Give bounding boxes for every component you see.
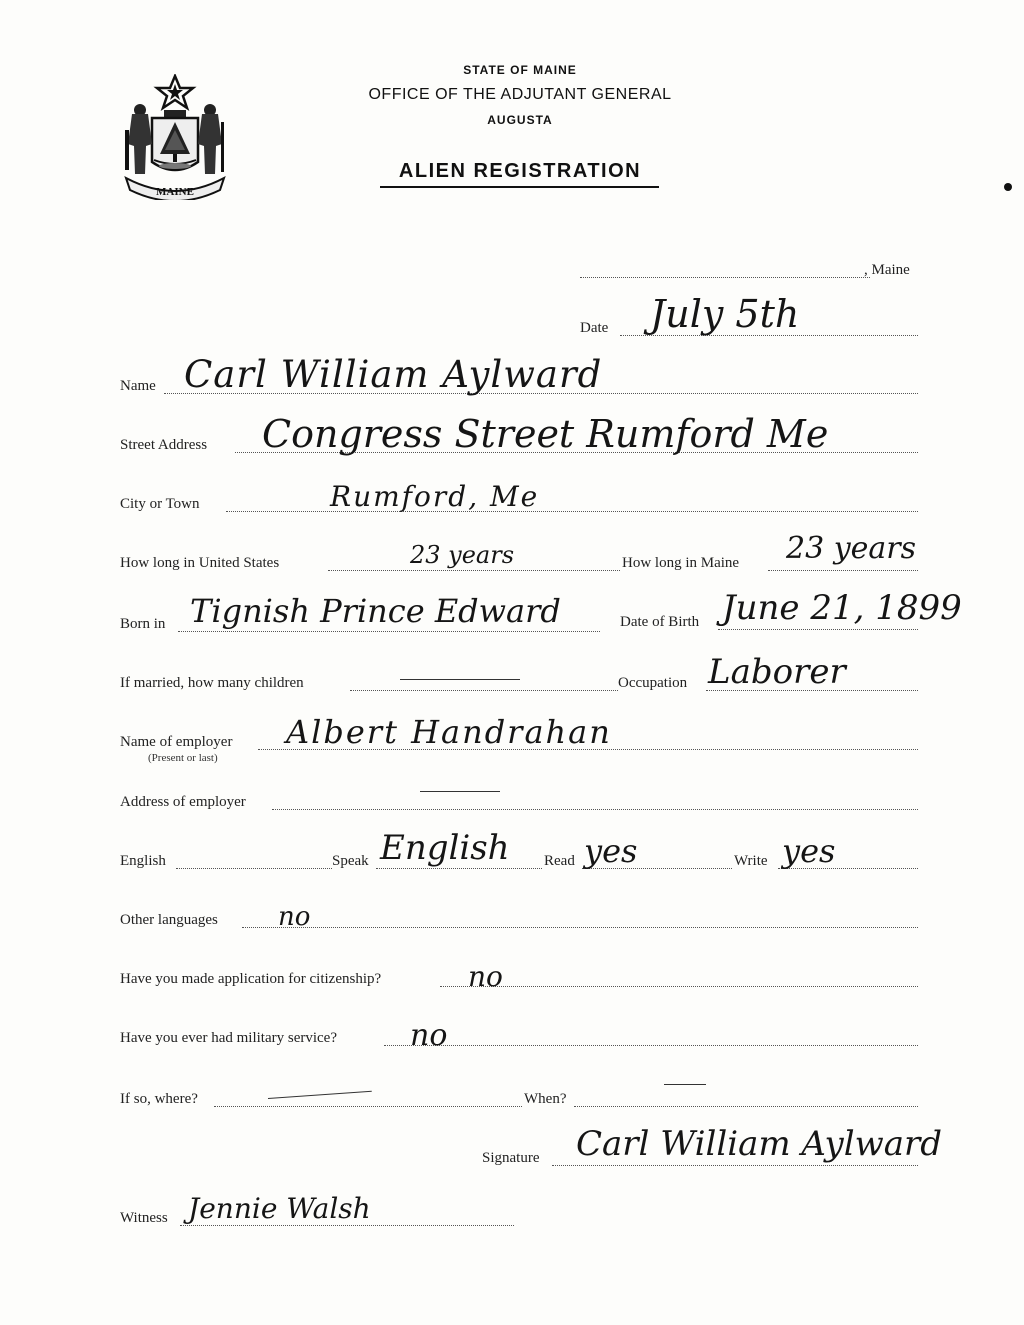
military-service-label: Have you ever had military service? <box>120 1030 337 1046</box>
witness-line <box>180 1225 514 1226</box>
signature-label: Signature <box>482 1150 540 1166</box>
signature-field[interactable]: Carl William Aylward <box>576 1124 943 1164</box>
service-where-label: If so, where? <box>120 1091 198 1107</box>
military-service-field[interactable]: no <box>410 1018 448 1053</box>
speak-line <box>376 868 542 869</box>
name-field[interactable]: Carl William Aylward <box>184 353 603 396</box>
birthplace-line <box>178 631 600 632</box>
date-of-birth-line <box>718 629 918 630</box>
ink-spot <box>1004 183 1012 191</box>
date-field[interactable]: July 5th <box>650 292 800 336</box>
other-languages-field[interactable]: no <box>278 902 311 932</box>
seal-motto: MAINE <box>156 186 194 198</box>
citizenship-line <box>440 986 918 987</box>
employer-address-label: Address of employer <box>120 794 246 810</box>
title-underline <box>380 186 659 188</box>
citizenship-field[interactable]: no <box>468 960 503 993</box>
street-address-label: Street Address <box>120 437 208 453</box>
read-field[interactable]: yes <box>584 832 638 870</box>
witness-label: Witness <box>120 1210 168 1226</box>
employer-address-line <box>272 809 918 810</box>
witness-field[interactable]: Jennie Walsh <box>188 1192 371 1225</box>
birthplace-field[interactable]: Tignish Prince Edward <box>190 592 561 630</box>
city-label: City or Town <box>120 496 200 512</box>
citizenship-label: Have you made application for citizenship? <box>120 971 382 987</box>
date-of-birth-field[interactable]: June 21, 1899 <box>722 588 962 628</box>
header-city: AUGUSTA <box>487 113 553 127</box>
header-office: OFFICE OF THE ADJUTANT GENERAL <box>368 86 672 103</box>
service-where-line <box>214 1106 522 1107</box>
name-label: Name <box>120 378 156 394</box>
write-label: Write <box>734 853 768 869</box>
other-languages-line <box>242 927 918 928</box>
city-field[interactable]: Rumford, Me <box>330 480 540 513</box>
page-title: ALIEN REGISTRATION <box>398 160 642 182</box>
military-service-line <box>384 1045 918 1046</box>
employer-name-sublabel: (Present or last) <box>148 752 218 764</box>
employer-name-label: Name of employer <box>120 734 233 750</box>
read-label: Read <box>544 853 575 869</box>
speak-label: Speak <box>332 853 369 869</box>
header-state: STATE OF MAINE <box>463 63 577 77</box>
english-label: English <box>120 853 166 869</box>
occupation-label: Occupation <box>618 675 688 691</box>
occupation-field[interactable]: Laborer <box>708 652 846 692</box>
employer-address-dash-mark <box>420 791 500 792</box>
us-duration-label: How long in United States <box>120 555 280 571</box>
service-when-label: When? <box>524 1091 567 1107</box>
maine-duration-label: How long in Maine <box>622 555 740 571</box>
english-line <box>176 868 332 869</box>
service-when-line <box>574 1106 918 1107</box>
service-when-dash-mark <box>664 1084 706 1085</box>
children-line <box>350 690 618 691</box>
employer-name-field[interactable]: Albert Handrahan <box>286 713 612 751</box>
signature-line <box>552 1165 918 1166</box>
place-line <box>580 277 870 278</box>
street-address-field[interactable]: Congress Street Rumford Me <box>262 412 829 456</box>
us-duration-line <box>328 570 620 571</box>
date-of-birth-label: Date of Birth <box>620 614 700 630</box>
children-label: If married, how many children <box>120 675 304 691</box>
date-label: Date <box>580 320 609 336</box>
place-suffix: , Maine <box>864 262 910 278</box>
other-languages-label: Other languages <box>120 912 218 928</box>
maine-duration-line <box>768 570 918 571</box>
birthplace-label: Born in <box>120 616 166 632</box>
maine-duration-field[interactable]: 23 years <box>786 531 917 566</box>
write-field[interactable]: yes <box>782 832 836 870</box>
children-dash-mark <box>400 679 520 680</box>
speak-field[interactable]: English <box>380 828 510 868</box>
us-duration-field[interactable]: 23 years <box>410 541 515 569</box>
